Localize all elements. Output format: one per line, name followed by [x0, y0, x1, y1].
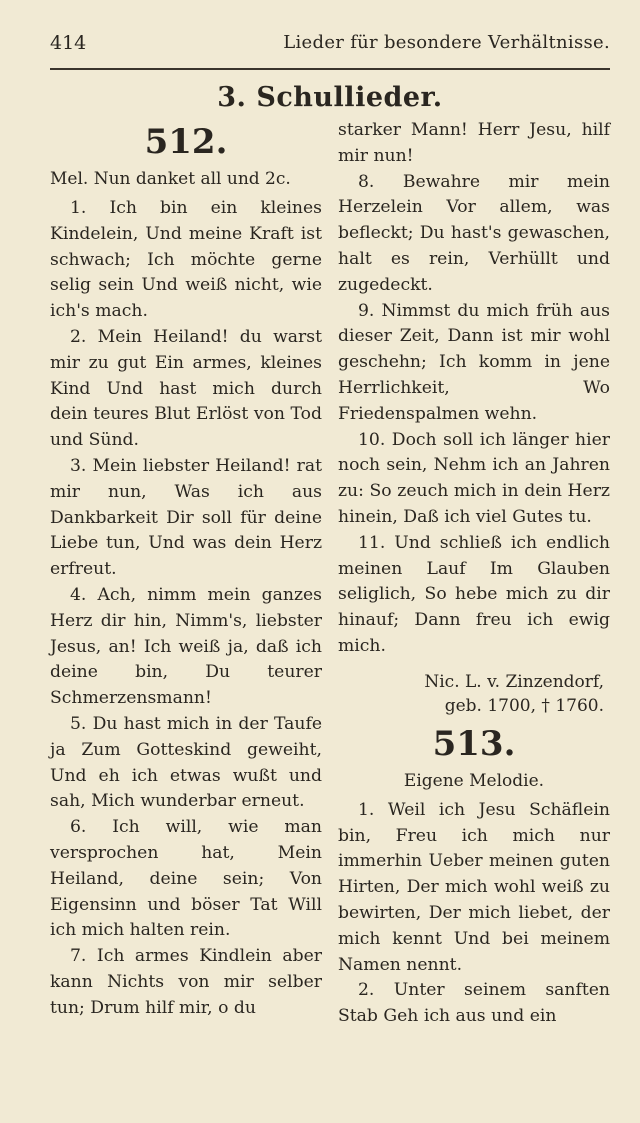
right-column	[338, 118, 610, 1030]
verse: 9. Nimmst du mich früh aus dieser Zeit, Dann ist mir wohl geschehn; Ich komm in jene Herrlichkeit, Wo Friedenspalmen wehn.	[338, 300, 610, 424]
verse: 1. Weil ich Jesu Schäflein bin, Freu ich mich nur immerhin Ueber meinen guten Hirten, Der mich wohl weiß zu bewirten, Der mich liebet, der mich kennt Und bei meinem Namen nennt.	[338, 799, 610, 975]
verse: 1. Ich bin ein kleines Kindelein, Und meine Kraft ist schwach; Ich möchte gerne selig sein Und weiß nicht, wie ich's mach.	[50, 198, 322, 322]
verse-continuation: starker Mann! Herr Jesu, hilf mir nun!	[338, 120, 610, 166]
verse: 8. Bewahre mir mein Herzelein Vor allem, was befleckt; Du hast's gewaschen, halt es rein, Verhüllt und zugedeckt.	[338, 171, 610, 295]
running-title: Lieder für besondere Verhältnisse.	[283, 32, 610, 53]
verse: 10. Doch soll ich länger hier noch sein, Nehm ich an Jahren zu: So zeuch mich in dein Herz hinein, Daß ich viel Gutes tu.	[338, 429, 610, 527]
left-column	[50, 118, 322, 1022]
author-dates: geb. 1700, † 1760.	[444, 695, 604, 716]
melody-line: Mel. Nun danket all und 2c.	[50, 169, 291, 189]
header-rule	[50, 68, 610, 70]
verse: 2. Unter seinem sanften Stab Geh ich aus und ein	[338, 980, 610, 1027]
verse: 3. Mein liebster Heiland! rat mir nun, Was ich aus Dankbarkeit Dir soll für deine Liebe tun, Und was dein Herz erfreut.	[50, 455, 322, 580]
hymn-number: 512.	[144, 122, 228, 162]
verse: 4. Ach, nimm mein ganzes Herz dir hin, Nimm's, liebster Jesus, an! Ich weiß ja, daß ich deine bin, Du teurer Schmerzensmann!	[50, 584, 322, 709]
verse: 2. Mein Heiland! du warst mir zu gut Ein armes, kleines Kind Und hast mich durch dein teures Blut Erlöst von Tod und Sünd.	[50, 326, 322, 451]
page-number: 414	[50, 32, 87, 54]
verse: 6. Ich will, wie man versprochen hat, Mein Heiland, deine sein; Von Eigensinn und böser Tat Will ich mich halten rein.	[50, 817, 322, 941]
author-name: Nic. L. v. Zinzendorf,	[424, 671, 604, 692]
section-title: 3. Schullieder.	[217, 82, 443, 113]
hymn-number: 513.	[432, 723, 516, 764]
verse: 5. Du hast mich in der Taufe ja Zum Gotteskind geweiht, Und eh ich etwas wußt und sah, Mich wunderbar erneut.	[50, 713, 322, 812]
verse: 7. Ich armes Kindlein aber kann Nichts von mir selber tun; Drum hilf mir, o du	[50, 946, 322, 1018]
author-credit	[338, 670, 604, 718]
melody-line: Eigene Melodie.	[403, 770, 545, 791]
verse: 11. Und schließ ich endlich meinen Lauf Im Glauben seliglich, So hebe mich zu dir hinauf; Dann freu ich ewig mich.	[338, 532, 610, 656]
page-header	[50, 28, 610, 60]
